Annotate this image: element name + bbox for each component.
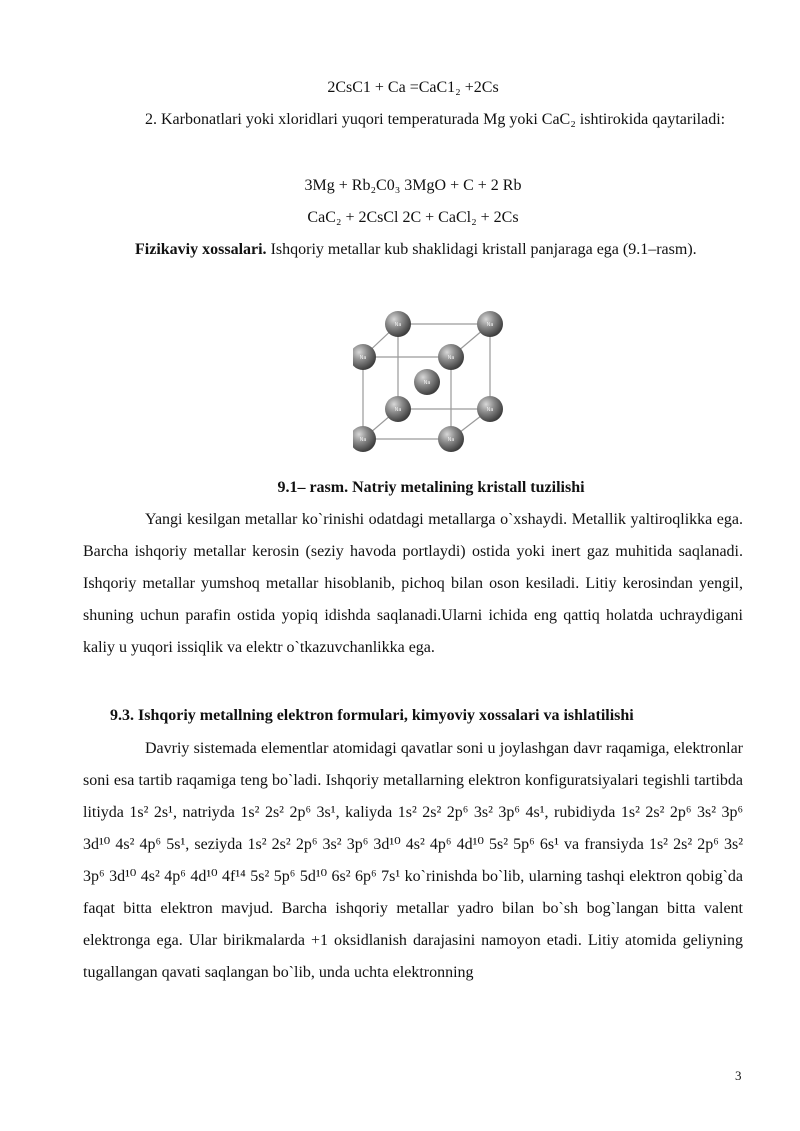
figure-caption: 9.1– rasm. Natriy metalining kristall tuzilishi: [277, 479, 585, 496]
physical-text: Ishqoriy metallar kub shaklidagi kristall panjaraga ega (9.1–rasm).: [266, 241, 697, 258]
potassium-config: 1s² 2s² 2p⁶ 3s² 3p⁶ 4s¹: [397, 804, 545, 821]
paragraph-metal-properties: Yangi kesilgan metallar ko`rinishi odatdagi metallarga o`xshaydi. Metallik yaltiroqlikka ega. Barcha ishqoriy metallar kerosin (seziy havoda portlaydi) ostida yoki inert gaz muhitida saqlanadi. Ishqoriy metallar yumshoq metallar hisoblanib, pichoq bilan oson kesiladi. Litiy kerosindan yengil, shuning uchun parafin ostida yopiq idishda saqlanadi.Ularni ichida eng qattiq holatda uchraydigani kaliy u yuqori issiqlik va elektr o`tkazuvchanlikka ega.: [83, 511, 743, 656]
paragraph-electron-configurations: [83, 733, 743, 989]
atom-label: Na: [486, 322, 494, 328]
equation-magnesium-rubidium: 3Mg + Rb₂C0₃ 3MgO + C + 2 Rb: [304, 177, 522, 194]
equation-calcium-carbide: CaC₂ + 2CsCl 2C + CaCl₂ + 2Cs: [307, 209, 519, 226]
atom-label: Na: [359, 437, 367, 443]
sodium-config: 1s² 2s² 2p⁶ 3s¹: [240, 804, 336, 821]
cesium-label: , seziyda: [185, 836, 243, 853]
paragraph-reduction: 2. Karbonatlari yoki xloridlari yuqori temperaturada Mg yoki CaC₂ ishtirokida qaytariladi:: [145, 111, 726, 128]
atom-label: Na: [447, 355, 455, 361]
francium-label: va fransiyda: [564, 836, 644, 853]
lithium-config: 1s² 2s¹: [129, 804, 173, 821]
atom-label: Na: [447, 437, 455, 443]
rubidium-label: , rubidiyda: [544, 804, 616, 821]
equation-cesium-calcium: 2CsC1 + Ca =CaC1₂ +2Cs: [327, 79, 499, 96]
section-heading: 9.3. Ishqoriy metallning elektron formulari, kimyoviy xossalari va ishlatilishi: [110, 707, 634, 724]
atom-label: Na: [486, 407, 494, 413]
atom-label: Na: [394, 322, 402, 328]
config-intro: Davriy sistemada elementlar atomidagi qavatlar soni u joylashgan davr raqamiga, elektronlar soni esa tartib raqamiga teng bo`ladi. Ishqoriy metallarning elektron konfiguratsiyalari tegishli tartibda litiyda: [83, 740, 743, 821]
sodium-label: , natriyda: [172, 804, 235, 821]
cesium-config: 1s² 2s² 2p⁶ 3s² 3p⁶ 3d¹⁰ 4s² 4p⁶ 4d¹⁰ 5s² 5p⁶ 6s¹: [247, 836, 559, 853]
francium-config: 1s² 2s² 2p⁶ 3s² 3p⁶ 3d¹⁰ 4s² 4p⁶ 4d¹⁰ 4f¹⁴ 5s² 5p⁶ 5d¹⁰ 6s² 6p⁶ 7s¹: [83, 836, 744, 885]
paragraph-physical-properties: [83, 234, 743, 266]
atom-label: Na: [394, 407, 402, 413]
potassium-label: , kaliyda: [335, 804, 393, 821]
atom-label: Na: [359, 355, 367, 361]
rubidium-config: 1s² 2s² 2p⁶ 3s² 3p⁶ 3d¹⁰ 4s² 4p⁶ 5s¹: [83, 804, 744, 853]
page-number: 3: [735, 1068, 742, 1083]
sodium-crystal-lattice-figure: [353, 302, 543, 462]
physical-heading: Fizikaviy xossalari.: [135, 241, 267, 258]
atom-label: Na: [423, 380, 431, 386]
config-conclusion: ko`rinishda bo`lib, ularning tashqi elektron qobig`da faqat bitta elektron mavjud. Barcha ishqoriy metallar yadro bilan bo`sh bog`langan bitta valent elektronga ega. Ular birikmalarda +1 oksidlanish darajasini namoyon etadi. Litiy atomida geliyning tugallangan qavati saqlangan bo`lib, unda uchta elektronning: [83, 868, 743, 981]
